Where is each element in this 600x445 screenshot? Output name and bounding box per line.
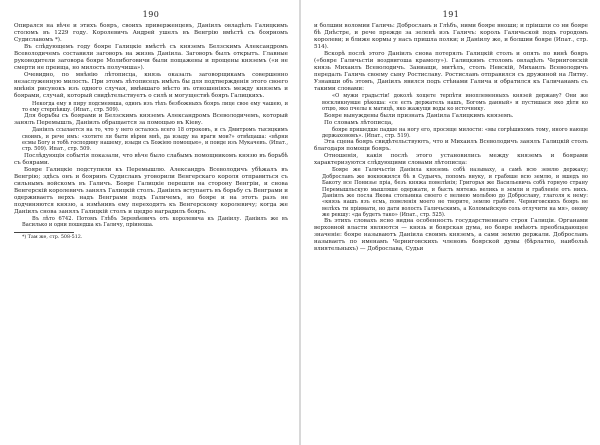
footnote-rule (14, 232, 74, 233)
body-paragraph: Эта сцена бояръ свидѣтельствуютъ, что и Михаилъ Всеволодичъ занялъ Галицкій столъ благодаря помощи бояръ. (314, 139, 588, 153)
quoted-passage: Некогда ему в пиру подсмеявша, одинъ изъ тѣхъ безбожныхъ бояръ лице свое ему чашею, и то ему стерпѣвшу. (Ипат., стр. 509). (22, 100, 288, 113)
body-paragraph: Вскорѣ послѣ этого Даніилъ снова потерялъ Галицкій столъ и опять по винѣ бояръ («бояре Галичьстіи воздвигоша крамолу»). Галицкимъ столомъ овладѣлъ Черниговскій князь Михаилъ Всеволодичъ. Заниащи, митѣлъ, столъ Невскій, Михаилъ Всеволодичъ передалъ Галичь своему сыну Ростиславу. Ростиславъ отправился съ дружиной на Литву. Узнавши объ этомъ, Даніилъ явился подъ стѣнами Галича и обратился къ Галичанамъ съ такими словами: (314, 51, 588, 93)
quoted-passage: Бояре же Галичьстіи Даніила княземь собѣ называху, а самѣ всю землю держаху; Доброславъ же вокняжился бѣ в Судьичъ, попомъ внуку, и грабяше всю землю, и вшедъ во Бакоту все Понизье пріа, безъ княжа повелѣнія; Григорья же Васильевичь собѣ горную страну Перемышльскую мышляше одержати, и бысть мятежь великь в земли и грабленіе отъ нихъ. Даніилъ же посла Якова стольника своего с велиею мольбою до Доброславу, глаголя к нему: «князь нашъ язъ есмь, повеленія моего не творите, землю грабите. Черниговскихъ бояръ не велѣхъ ти пріимати, но дати волость Галичьскимъ, а Коломыйскую соль отлучити на мя», оному же рекшу: «да будетъ тако» (Ипат., стр. 525). (322, 167, 588, 218)
body-paragraph: Въ слѣдующемъ году бояре Галицкіе вмѣстѣ съ княземъ Белзскимъ Александромъ Всеволодичемъ составили заговоръ на жизнь Даніила. Заговоръ былъ открытъ. Главные руководители заговора бояре Молибоговичи были пощажены и прощены княземъ («и не смерти не преища, но милость получиша»). (14, 44, 288, 72)
body-paragraph: По словамъ лѣтописца, (324, 119, 393, 126)
right-page (300, 0, 600, 445)
body-paragraph: Опирался на вѣче и этихъ бояръ, своихъ приверженцевъ, Даніилъ овладѣлъ Галицкимъ столомъ въ 1229 году. Королевичъ Андрей ушелъ въ Венгрію вмѣстѣ съ боярномъ Судиславомъ *). (14, 23, 288, 44)
left-page-number: 190 (142, 10, 160, 19)
body-paragraph: Бояре Галицкіе подступили къ Перемышлю. Александръ Всеволодичъ убѣжалъ въ Венгрію; здѣсь онъ и бояринъ Судиславъ уговорили Венгерскаго короля отправиться съ сильнымъ войскомъ въ Галичъ. Бояре Галицкіе перешли на сторону Венгріи, и снова Венгерскій королевичъ занялъ Галицкій столъ. Даніилъ вступаетъ въ борьбу съ Венграми и одерживаетъ верхъ надъ Венграми подъ Галичемъ, но бояре и на этотъ разъ не подчиняются князю, а измѣнивъ ему переходятъ къ Венгерскому королевичу; когда же Даніилъ снова занялъ Галицкій столъ и щедро наградилъ бояръ. (14, 166, 288, 216)
body-paragraph: Послѣдующія событія показали, что вѣче было слабымъ помощникомъ князю въ борьбѣ съ боярами. (14, 152, 288, 166)
quoted-passage: «О мужи градьстіи! доколѣ хощете терпѣти иноплеменныхъ князей державу? Они же воскликнувше рѣкоша: «се есть держатель нашъ, Богомъ данный» и пустишася яко дѣти ко отцю, яко пчелы к матицѣ, яко жажущи воды ко источнику. (322, 93, 588, 113)
left-page-footnote: *) Там же, стр. 508-512. (22, 234, 83, 240)
quoted-passage: Даніилъ ссылается на то, что у него осталось всего 18 отроковъ, и съ Дмитромъ тысяцкимъ своимъ, и рече имъ: «хотите ли быти вѣрни мнѣ, да изыду на враги мои?» отвѣщаша: «вѣрни есмы Богу и тобѣ господину нашему, изыди съ Божіею помощью», и поиде изъ Мукачевъ. (Ипат., стр. 509). Ипат., стр. 509. (22, 127, 288, 153)
body-paragraph: Очевидно, по мнѣнію лѣтописца, князь оказалъ заговорщикамъ совершенно незаслуженную милость. При этомъ лѣтописецъ имѣлъ бы для подтвержденія этого своего мнѣнія рисунокъ изъ одного случая, имѣвшаго мѣсто въ отношеніяхъ между княземъ и боярами, случай, который свидѣтельствуетъ о силѣ и могуществѣ бояръ Галицкихъ. (14, 72, 288, 100)
body-paragraph: Отношенія, какія послѣ этого установились между княземъ и боярами характеризуются слѣдующими словами лѣтописца: (314, 153, 588, 167)
body-paragraph: Для борьбы съ боярами и Белзскимъ княземъ Александромъ Всеволодичемъ, который занялъ Перемышль, Даніилъ обращается за помощью въ Кіеву. (14, 113, 288, 127)
quoted-passage: Въ лѣто 6742. Потомъ Глѣбъ Зеремѣевичъ отъ королевича къ Даніилу. Даніилъ же въ Василько и одни пошедша къ Галичу, пріиноша. (22, 216, 288, 229)
body-paragraph: Бояре вынуждены были признать Даніила Галицкимъ княземъ. (324, 112, 514, 119)
right-page-body (314, 23, 588, 253)
body-paragraph: и болшии воломии Галичь: Доброславъ и Глѣбъ, ними бояре вноши; и пріишли со ни бояре бѣ Днѣстре, и рече прежде за зеленѣ изъ Галичъ: король Галичьской подъ городомъ королеви; и ближе кормы у насъ пришла полки; и Даніилу же, и болшии бояре (Ипат., стр. 514). (314, 23, 588, 51)
right-page-number: 191 (442, 10, 460, 19)
quoted-passage: бояре пришедше падше на ногу его, просяще милости: «мы согрѣшихомъ тому, иного нающе держаховомъ». (Ипат., стр. 519). (322, 126, 588, 139)
left-page-body (14, 23, 288, 229)
body-paragraph: Въ этихъ словахъ ясно видна особенность государственнаго строя Галиціи. Органами верховной власти являются — князь и боярская дума, но бояре имѣютъ преобладающее значеніе: бояре называютъ Даніила своимъ княземъ, а сами землю держали. Доброславъ называетъ по именамъ Черниговскихъ членовъ боярской думы (бѣрлатно, наибольѣ влиятельныхъ) — Доброслава, Судьи (314, 218, 588, 253)
